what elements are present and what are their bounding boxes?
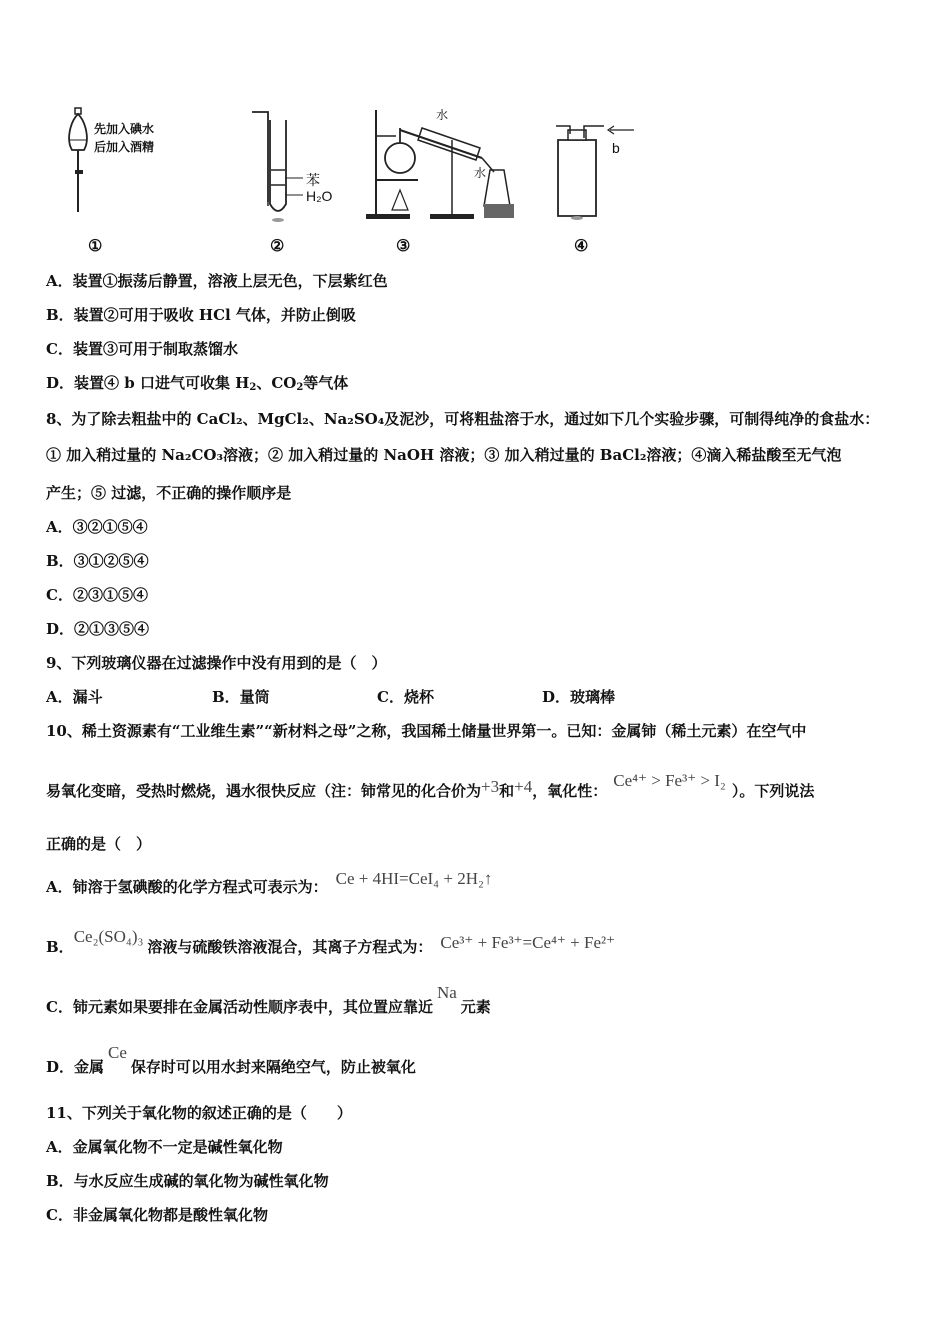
q9-stem: 9、下列玻璃仪器在过滤操作中没有用到的是（ ） xyxy=(46,654,387,672)
fig2-benzene-label: 苯 xyxy=(306,173,320,189)
separatory-funnel-drawing xyxy=(60,100,210,220)
figure-label-4: ④ xyxy=(574,236,589,255)
q9-option-d: D．玻璃棒 xyxy=(542,688,616,706)
q10-line2-d: ）。下列说法 xyxy=(731,782,815,800)
q10-stem-line3: 正确的是（ ） xyxy=(46,835,152,853)
q9-option-b: B．量筒 xyxy=(212,688,270,706)
figure-3-distillation xyxy=(362,100,522,225)
q10-b-pre: B． xyxy=(46,938,74,956)
figure-1-separatory-funnel xyxy=(60,100,210,220)
q10-line2-c: ，氧化性： xyxy=(532,782,608,800)
q8-stem-line2: ① 加入稍过量的 Na₂CO₃溶液；② 加入稍过量的 NaOH 溶液；③ 加入稍过量的 BaCl₂溶液；④滴入稀盐酸至无气泡 xyxy=(46,446,842,464)
figure-label-2: ② xyxy=(270,236,285,255)
q7-d-pre: D．装置④ b 口进气可收集 H xyxy=(46,374,250,392)
q10-d-post: 保存时可以用水封来隔绝空气，防止被氧化 xyxy=(130,1058,416,1076)
q8-option-c: C．②③①⑤④ xyxy=(46,586,148,604)
fig3-water-inlet-label: 水 xyxy=(436,108,449,122)
fig2-water-label: H₂O xyxy=(306,188,333,204)
q10-oxidation-order: Ce⁴⁺ > Fe³⁺ > I₂ xyxy=(613,771,726,790)
q8-stem-line1: 8、为了除去粗盐中的 CaCl₂、MgCl₂、Na₂SO₄及泥沙，可将粗盐溶于水，通过如下几个实验步骤，可制得纯净的食盐水： xyxy=(46,410,880,428)
q10-valence-plus3: +3 xyxy=(481,777,500,796)
q7-d-mid: 、CO xyxy=(256,374,297,392)
fig1-note-line1: 先加入碘水 xyxy=(94,122,155,136)
q7-option-d xyxy=(46,372,348,393)
fig3-water-outlet-label: 水 xyxy=(474,166,487,180)
fig4-inlet-b-label: b xyxy=(612,140,620,156)
q11-option-b: B．与水反应生成碱的氧化物为碱性氧化物 xyxy=(46,1172,329,1190)
q10-b-equation: Ce³⁺ + Fe³⁺=Ce⁴⁺ + Fe²⁺ xyxy=(440,933,616,952)
q8-option-a: A．③②①⑤④ xyxy=(46,518,148,536)
q11-option-c: C．非金属氧化物都是酸性氧化物 xyxy=(46,1206,268,1224)
q10-option-c xyxy=(46,983,491,1017)
q8-stem-line3: 产生；⑤ 过滤，不正确的操作顺序是 xyxy=(46,484,292,502)
q10-option-b xyxy=(46,927,616,957)
q10-line2-b: 和 xyxy=(499,782,515,800)
q10-d-element: Ce xyxy=(108,1043,127,1062)
q10-stem-line2 xyxy=(46,771,815,801)
q10-b-formula: Ce₂(SO₄)₃ xyxy=(73,927,144,946)
q7-option-c: C．装置③可用于制取蒸馏水 xyxy=(46,340,238,358)
q7-option-a: A．装置①振荡后静置，溶液上层无色，下层紫红色 xyxy=(46,272,388,290)
figure-label-3: ③ xyxy=(396,236,411,255)
q7-d-sub-1: 2 xyxy=(249,382,257,393)
q7-option-b: B．装置②可用于吸收 HCl 气体，并防止倒吸 xyxy=(46,306,356,324)
q10-line2-a: 易氧化变暗，受热时燃烧，遇水很快反应（注：铈常见的化合价为 xyxy=(46,782,482,800)
q9-option-c: C．烧杯 xyxy=(377,688,434,706)
q10-option-a xyxy=(46,869,493,897)
q7-d-post: 等气体 xyxy=(303,374,349,392)
q11-option-a: A．金属氧化物不一定是碱性氧化物 xyxy=(46,1138,283,1156)
gas-bottle-drawing xyxy=(548,100,648,225)
test-tube-drawing xyxy=(248,100,348,225)
fig1-note-line2: 后加入酒精 xyxy=(94,140,155,154)
q10-a-equation: Ce + 4HI=CeI₄ + 2H₂↑ xyxy=(335,869,493,888)
q10-c-text: C．铈元素如果要排在金属活动性顺序表中，其位置应靠近 xyxy=(46,998,433,1016)
q11-stem: 11、下列关于氧化物的叙述正确的是（ ） xyxy=(46,1104,352,1122)
figure-2-test-tube xyxy=(248,100,348,225)
q10-option-d xyxy=(46,1043,416,1077)
q10-d-text: D．金属 xyxy=(46,1058,105,1076)
q8-option-d: D．②①③⑤④ xyxy=(46,620,150,638)
q7-d-sub-2: 2 xyxy=(296,382,304,393)
q10-stem-line1: 10、稀土资源素有“工业维生素”“新材料之母”之称，我国稀土储量世界第一。已知：金属铈（稀土元素）在空气中 xyxy=(46,722,807,740)
q10-b-text: 溶液与硫酸铁溶液混合，其离子方程式为： xyxy=(147,938,433,956)
figure-label-1: ① xyxy=(88,236,103,255)
q8-option-b: B．③①②⑤④ xyxy=(46,552,149,570)
q10-valence-plus4: +4 xyxy=(514,777,533,796)
q9-option-a: A．漏斗 xyxy=(46,688,103,706)
q10-c-post: 元素 xyxy=(460,998,491,1016)
figure-4-gas-bottle xyxy=(548,100,648,225)
q10-c-element: Na xyxy=(436,983,457,1002)
q10-a-text: A．铈溶于氢碘酸的化学方程式可表示为： xyxy=(46,878,328,896)
